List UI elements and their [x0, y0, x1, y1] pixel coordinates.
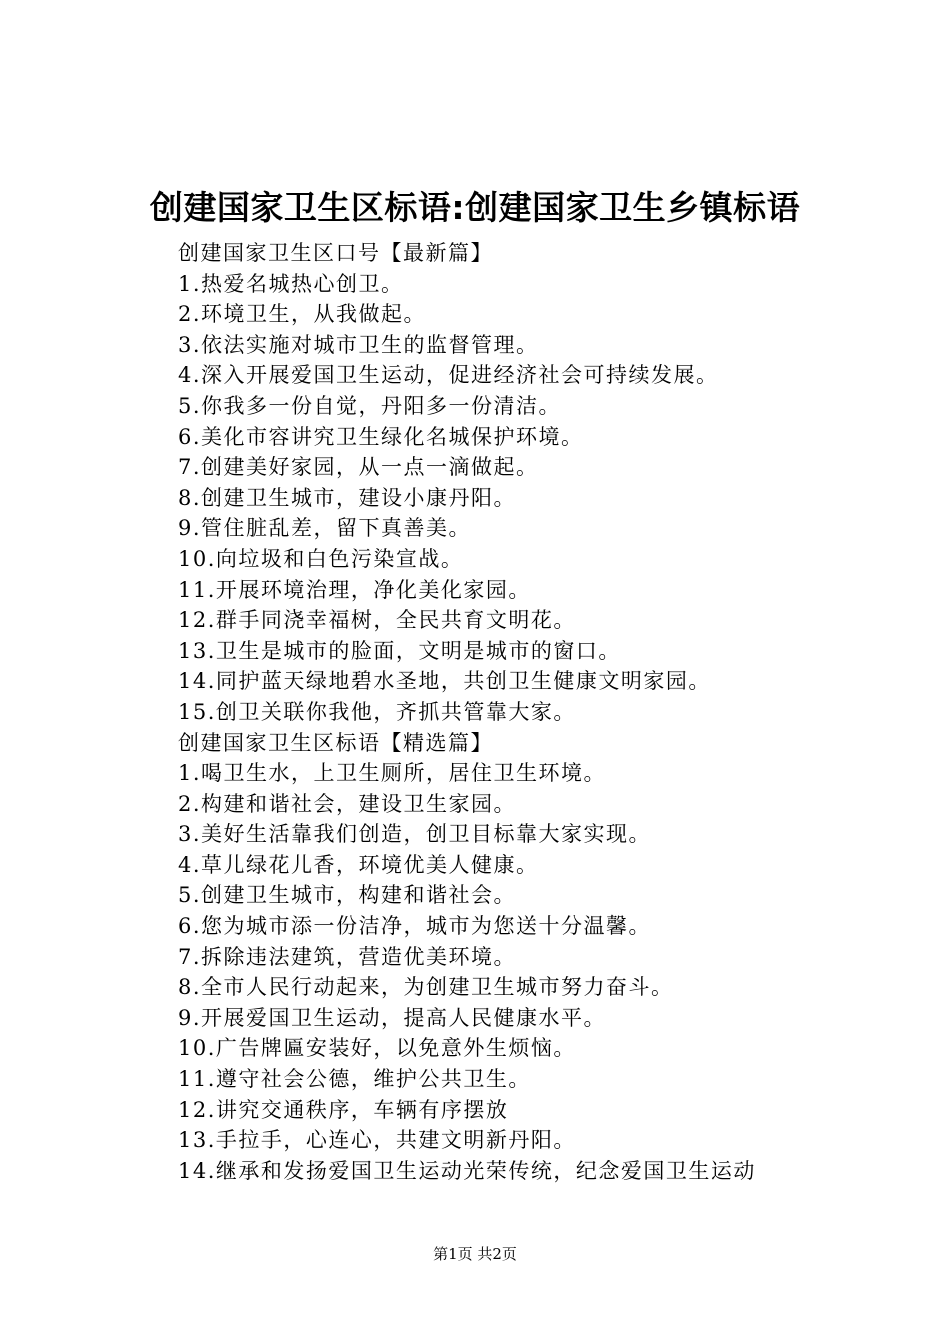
text-line: 创建国家卫生区口号【最新篇】	[178, 241, 493, 265]
text-line: 7.拆除违法建筑，营造优美环境。	[178, 944, 517, 969]
text-line: 4.深入开展爱国卫生运动，促进经济社会可持续发展。	[178, 363, 719, 388]
text-line: 创建国家卫生区标语【精选篇】	[178, 730, 493, 755]
text-line: 8.创建卫生城市，建设小康丹阳。	[178, 485, 517, 510]
text-line: 7.创建美好家园，从一点一滴做起。	[178, 455, 539, 480]
text-line: 10.广告牌匾安装好，以免意外生烦恼。	[178, 1036, 576, 1061]
text-line: 9.开展爱国卫生运动，提高人民健康水平。	[178, 1005, 607, 1030]
page-footer: 第1页 共2页	[433, 1245, 517, 1263]
text-line: 12.讲究交通秩序，车辆有序摆放	[178, 1097, 509, 1122]
document-body	[178, 238, 898, 1186]
text-line: 6.您为城市添一份洁净，城市为您送十分温馨。	[178, 914, 652, 939]
text-line: 12.群手同浇幸福树，全民共育文明花。	[178, 608, 576, 633]
text-line: 5.你我多一份自觉，丹阳多一份清洁。	[178, 393, 562, 418]
text-line: 6.美化市容讲究卫生绿化名城保护环境。	[178, 424, 584, 449]
text-line: 5.创建卫生城市，构建和谐社会。	[178, 883, 517, 908]
text-line: 2.环境卫生，从我做起。	[178, 302, 427, 327]
text-line: 2.构建和谐社会，建设卫生家园。	[178, 791, 517, 816]
text-line: 13.卫生是城市的脸面，文明是城市的窗口。	[178, 638, 621, 663]
text-line: 10.向垃圾和白色污染宣战。	[178, 546, 464, 571]
text-line: 14.同护蓝天绿地碧水圣地，共创卫生健康文明家园。	[178, 669, 711, 694]
text-line: 1.喝卫生水，上卫生厕所，居住卫生环境。	[178, 761, 607, 786]
text-line: 11.开展环境治理，净化美化家园。	[178, 577, 531, 602]
text-line: 1.热爱名城热心创卫。	[178, 271, 404, 296]
document-title: 创建国家卫生区标语:创建国家卫生乡镇标语	[149, 188, 801, 227]
text-line: 8.全市人民行动起来，为创建卫生城市努力奋斗。	[178, 975, 674, 1000]
text-line: 14.继承和发扬爱国卫生运动光荣传统，纪念爱国卫生运动	[178, 1158, 756, 1183]
text-line: 15.创卫关联你我他，齐抓共管靠大家。	[178, 699, 576, 724]
text-line: 3.美好生活靠我们创造，创卫目标靠大家实现。	[178, 822, 652, 847]
text-line: 9.管住脏乱差，留下真善美。	[178, 516, 472, 541]
text-line: 11.遵守社会公德，维护公共卫生。	[178, 1067, 531, 1092]
text-line: 3.依法实施对城市卫生的监督管理。	[178, 332, 539, 357]
text-line: 4.草儿绿花儿香，环境优美人健康。	[178, 852, 539, 877]
text-line: 13.手拉手，心连心，共建文明新丹阳。	[178, 1128, 576, 1153]
